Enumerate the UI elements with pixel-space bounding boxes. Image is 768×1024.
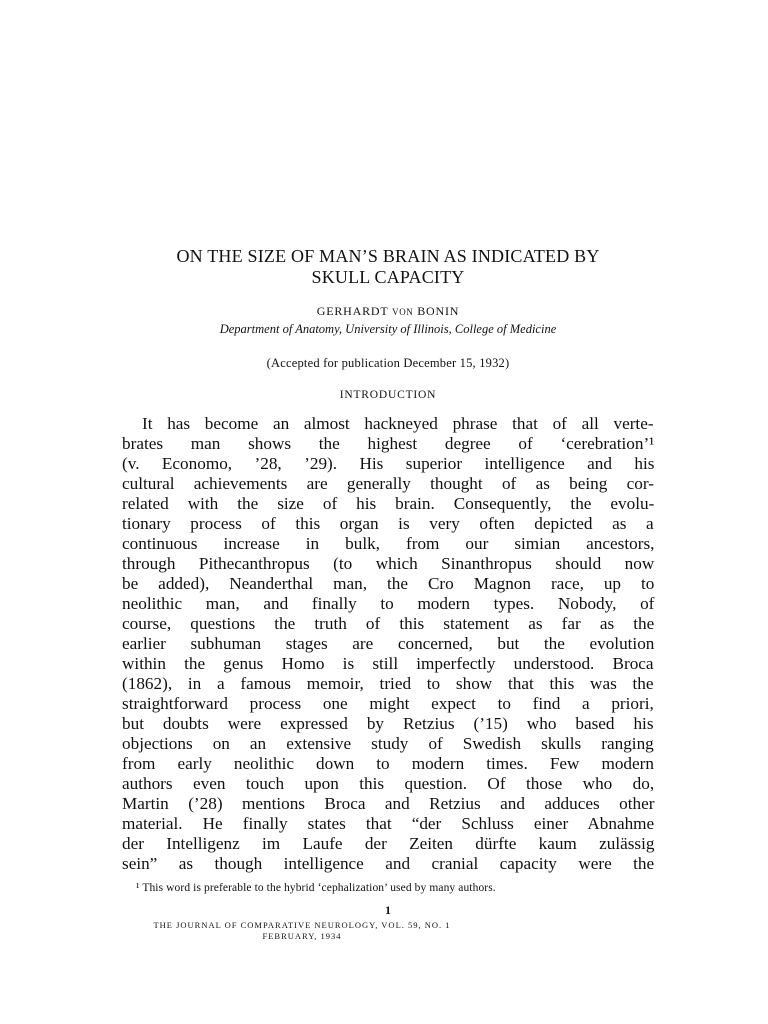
author-first-name: GERHARDT	[316, 304, 389, 318]
body-line: It has become an almost hackneyed phrase that of all verte-	[142, 414, 654, 433]
body-line: related with the size of his brain. Consequently, the evolu-	[122, 494, 655, 513]
author-last-name: BONIN	[417, 304, 460, 318]
page-number: 1	[385, 903, 391, 917]
author-affiliation: Department of Anatomy, University of Illinois, College of Medicine	[219, 322, 557, 336]
body-line: through Pithecanthropus (to which Sinanthropus should now	[122, 554, 655, 573]
footnote: ¹ This word is preferable to the hybrid ‘cephalization’ used by many authors.	[136, 882, 496, 894]
title-line-2: SKULL CAPACITY	[311, 267, 465, 287]
body-line: from early neolithic down to modern times. Few modern	[122, 754, 654, 773]
article-title	[122, 246, 654, 288]
body-text	[122, 414, 654, 874]
journal-name-line: THE JOURNAL OF COMPARATIVE NEUROLOGY, VOL. 59, NO. 1	[153, 920, 451, 930]
body-line: tionary process of this organ is very often depicted as a	[122, 514, 654, 533]
section-heading: INTRODUCTION	[339, 389, 437, 401]
body-line: but doubts were expressed by Retzius (’15) who based his	[122, 714, 654, 733]
body-line: straightforward process one might expect to find a priori,	[122, 694, 654, 713]
acceptance-note: (Accepted for publication December 15, 1932)	[266, 356, 510, 370]
body-line: within the genus Homo is still imperfectly understood. Broca	[122, 654, 654, 673]
body-line: sein” as though intelligence and cranial capacity were the	[122, 854, 655, 873]
author-name	[122, 304, 654, 319]
body-line: be added), Neanderthal man, the Cro Magnon race, up to	[122, 574, 655, 593]
body-line: der Intelligenz im Laufe der Zeiten dürfte kaum zulässig	[122, 834, 655, 853]
body-line: earlier subhuman stages are concerned, but the evolution	[122, 634, 655, 653]
body-line: neolithic man, and finally to modern types. Nobody, of	[122, 594, 655, 613]
body-line: (v. Economo, ’28, ’29). His superior intelligence and his	[122, 454, 655, 473]
title-line-1: ON THE SIZE OF MAN’S BRAIN AS INDICATED BY	[176, 246, 600, 266]
body-line: continuous increase in bulk, from our simian ancestors,	[122, 534, 655, 553]
body-line: brates man shows the highest degree of ‘cerebration’¹	[122, 434, 655, 453]
body-line: course, questions the truth of this statement as far as the	[122, 614, 655, 633]
author-particle: VON	[392, 307, 414, 317]
body-line: cultural achievements are generally thought of as being cor-	[122, 474, 654, 493]
body-line: Martin (’28) mentions Broca and Retzius and adduces other	[122, 794, 655, 813]
journal-citation	[122, 920, 482, 942]
journal-date-line: FEBRUARY, 1934	[262, 931, 342, 941]
body-line: material. He finally states that “der Schluss einer Abnahme	[122, 814, 655, 833]
body-line: authors even touch upon this question. Of those who do,	[122, 774, 655, 793]
body-line: objections on an extensive study of Swedish skulls ranging	[122, 734, 654, 753]
body-line: (1862), in a famous memoir, tried to show that this was the	[122, 674, 654, 693]
